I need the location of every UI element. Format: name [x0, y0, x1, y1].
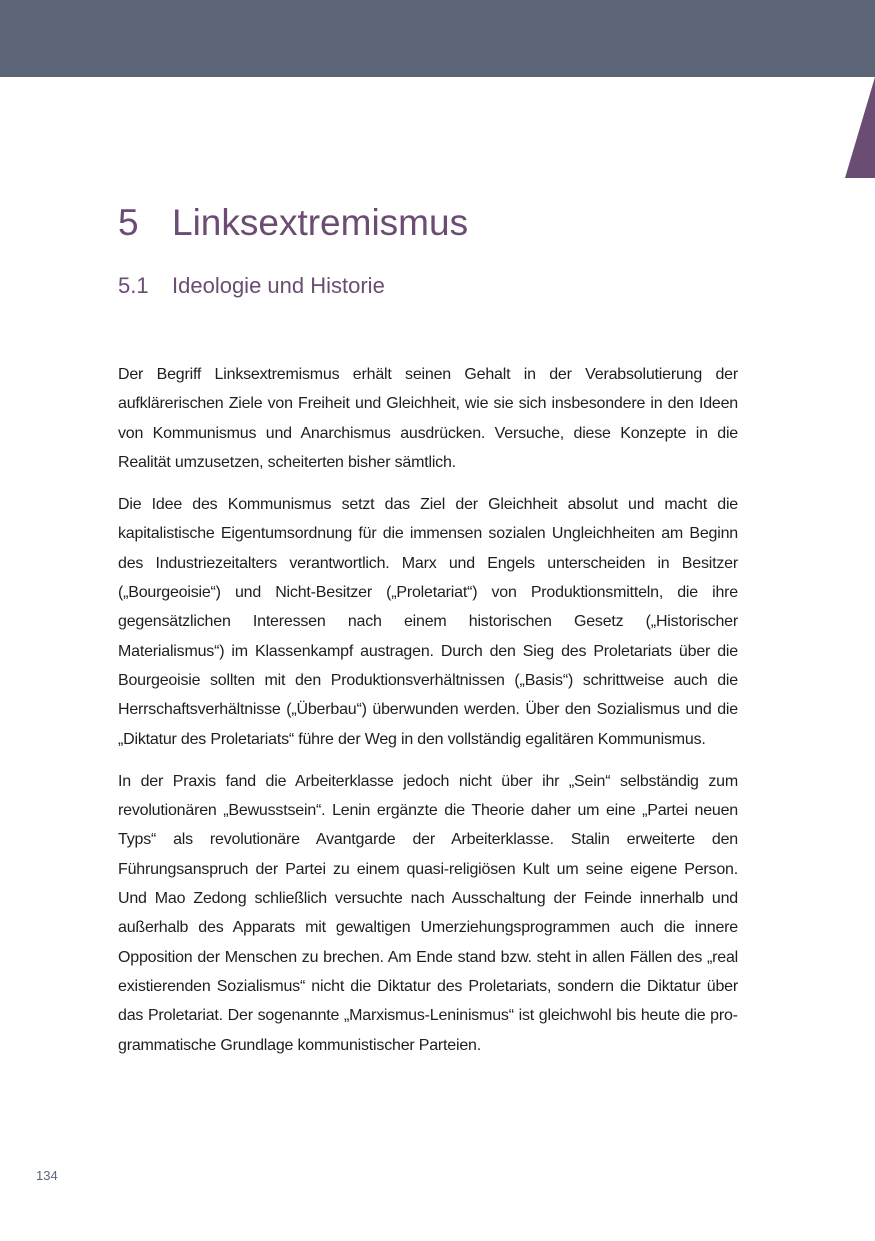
paragraph: Die Idee des Kommunismus setzt das Ziel der Gleichheit absolut und macht die kapitalistische Eigentumsordnung für die immensen sozialen Ungleichheiten am Beginn des Industriezeitalters verantwortlich. Marx und Engels unterscheiden in Besitzer („Bourgeoisie“) und Nicht-Besitzer („Proletariat“) von Produktionsmitteln, die ihre gegensätzlichen Interessen nach einem historischen Gesetz („Historischer Materialismus“) im Klassenkampf austragen. Durch den Sieg des Proletariats über die Bourgeoisie sollten mit den Produktionsverhältnissen („Basis“) schrittweise auch die Herrschaftsverhältnisse („Überbau“) überwunden werden. Über den Sozialismus und die „Diktatur des Proletariats“ führe der Weg in den vollständig egalitären Kommunismus. [118, 496, 738, 748]
body-text [118, 360, 738, 1073]
chapter-heading [118, 198, 468, 248]
section-heading [118, 268, 385, 304]
paragraph: In der Praxis fand die Arbeiterklasse jedoch nicht über ihr „Sein“ selbständig zum revolutionären „Bewusstsein“. Lenin ergänzte die Theorie daher um eine „Partei neuen Typs“ als revolutionäre Avantgarde der Arbeiterklasse. Stalin erweiterte den Führungsanspruch der Partei zu einem quasi-religiösen Kult um seine eigene Person. Und Mao Zedong schließlich versuchte nach Ausschaltung der Feinde innerhalb und außerhalb des Apparats mit gewaltigen Umerziehungsprogrammen auch die innere Opposition der Menschen zu brechen. Am Ende stand bzw. steht in allen Fällen des „real existierenden Sozialismus“ nicht die Diktatur des Proletariats, sondern die Diktatur über das Proletariat. Der sogenannte „Marxismus-Leninismus“ ist gleichwohl bis heute die programmatische Grundlage kommunistischer Parteien. [118, 772, 738, 1054]
chapter-number: 5 [118, 202, 139, 243]
page-number: 134 [36, 1168, 58, 1183]
chapter-tab-marker [845, 77, 875, 178]
section-number: 5.1 [118, 273, 149, 298]
header-band [0, 0, 875, 77]
chapter-title: Linksextremismus [172, 202, 469, 243]
section-title: Ideologie und Historie [172, 273, 385, 298]
paragraph: Der Begriff Linksextremismus erhält seinen Gehalt in der Verabsolutierung der aufklärerischen Ziele von Freiheit und Gleichheit, wie sie sich insbesondere in den Ideen von Kommunismus und Anarchismus ausdrücken. Versuche, diese Konzepte in die Realität umzusetzen, scheiterten bisher sämtlich. [118, 366, 738, 471]
